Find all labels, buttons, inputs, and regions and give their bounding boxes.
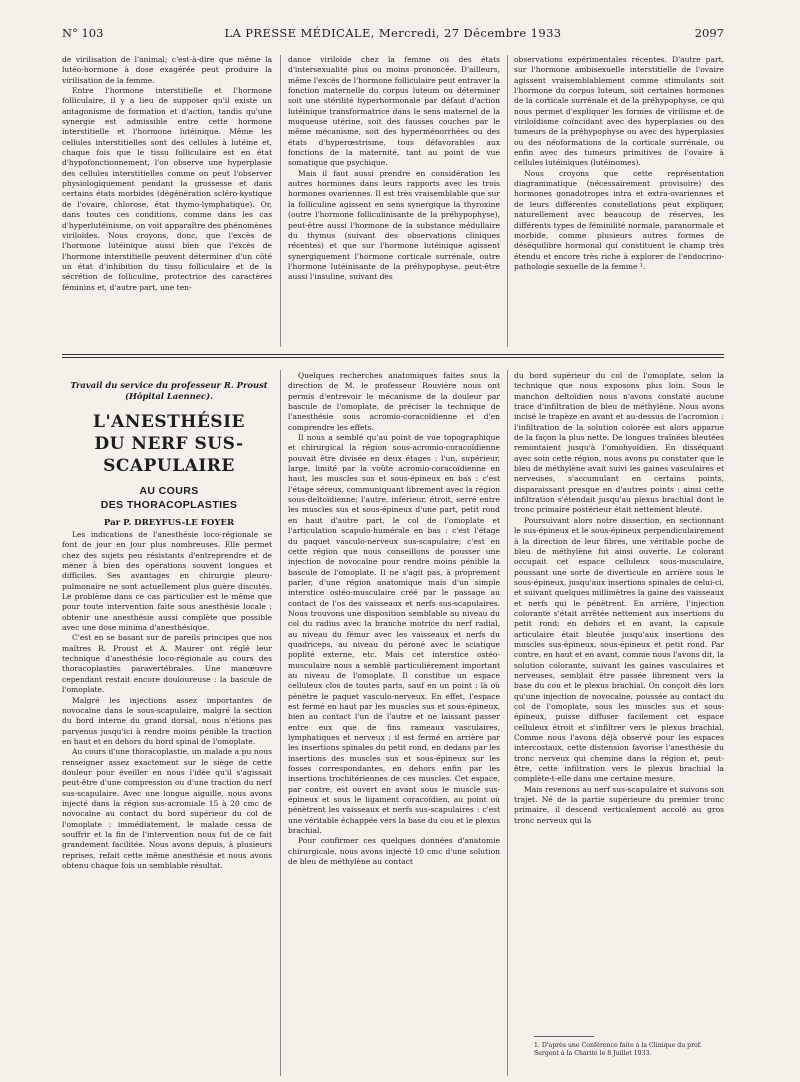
top-column-3 <box>514 55 724 351</box>
service-line: Travail du service du professeur R. Proust <box>70 380 268 390</box>
article-subtitle <box>64 484 274 512</box>
paragraph: du bord supérieur du col de l'omoplate, selon la technique que nous exposons plus loin. Sous le manchon deltoïdien nous n'avons constaté aucune trace d'infiltration de bleu de méthylène. Nous avons incisé le trapèze en avant et au-dessus de l'acromion : l'infiltration de la solution colorée est alors apparue de la façon la plus nette. De longues traînées bleutées remontaient jusqu'à l'omohyoïdien. En disséquant avec soin cette région, nous avons pu constater que le bleu de méthylène avait suivi les gaines vasculaires et nerveuses, s'accumulant en certains points, disparaissant presque en d'autres points : ainsi cette infiltration s'étendait jusqu'au plexus brachial dont le tronc primaire postérieur était nettement bleuté. <box>514 371 724 515</box>
top-column-2 <box>288 55 500 351</box>
paragraph: observations expérimentales récentes. D'autre part, sur l'hormone ambisexuelle interstitielle de l'ovaire agissent vraisemblablement comme stimulants soit l'hormone du corpus luteum, soit certaines hormones de la corticale surrénale et de la préhypophyse, ce qui nous permet d'expliquer les formes de virilisme et de viriloïdisme coïncidant avec des hyperplasies ou des tumeurs de la préhypophyse ou avec des hyperplasies ou des néoformations de la corticale surrénale, ou enfin avec des tumeurs primitives de l'ovaire à cellules lutéiniques (lutéinomes). <box>514 55 724 168</box>
section-rule <box>62 357 724 358</box>
article-title <box>64 411 274 477</box>
paragraph: C'est en se basant sur de pareils principes que nos maîtres R. Proust et A. Maurer ont réglé leur technique d'anesthésie loco-régionale au cours des thoracoplasties paravertébrales. Une manœuvre cependant restait encore douloureuse : la bascule de l'omoplate. <box>62 633 272 695</box>
column-divider <box>280 370 281 1076</box>
issue-number: N° 103 <box>62 26 104 40</box>
journal-title: LA PRESSE MÉDICALE, Mercredi, 27 Décembre 1933 <box>224 26 562 40</box>
paragraph: Entre l'hormone interstitielle et l'hormone folliculaire, il y a lieu de supposer qu'il existe un antagonisme de formation et d'action, tandis qu'une synergie est admissible entre cette hormone interstitielle et l'hormone lutéinique. Même les cellules interstitielles sont des cellules à lutéine et, chaque fois que le tissu folliculaire est en état d'hypofonctionnement, l'on observe une hyperplasie des cellules interstitielles comme on peut l'observer physiologiquement pendant la grossesse et dans certains états morbides (dégénération scléro-kystique de l'ovaire, chlorose, état thymo-lymphatique). Or, dans toutes ces conditions, comme dans les cas d'hyperlutéinisme, on voit apparaître des phénomènes viriloïdes. Nous croyons, donc, que l'excès de l'hormone lutéinique aussi bien que l'excès de l'hormone interstitielle peuvent déterminer d'un côté un état d'inhibition du tissu folliculaire et de la sécrétion de folliculine, protectrice des caractères féminins et, d'autre part, une ten- <box>62 86 272 292</box>
footnote: 1. D'après une Conférence faite à la Clinique du prof. Sergent à la Charité le 8 Juillet 1933. <box>534 1042 702 1058</box>
paragraph: Mais revenons au nerf sus-scapulaire et suivons son trajet. Né de la partie supérieure du premier tronc primaire, il descend verticalement accolé au gros tronc nerveux qui la <box>514 784 724 825</box>
page-number: 2097 <box>694 26 724 40</box>
paragraph: Les indications de l'anesthésie loco-régionale se font de jour en jour plus nombreuses. Elle permet chez des sujets peu résistants d'entreprendre et de mener à bien des opérations souvent longues et difficiles. Ses avantages en chirurgie pleuro-pulmonaire ne sont actuellement plus guère discutés. Le problème dans ce cas particulier est le même que pour toute intervention faite sous anesthésie locale : obtenir une anesthésie aussi complète que possible avec une dose minima d'anesthésique. <box>62 530 272 633</box>
title-line: DU NERF SUS-SCAPULAIRE <box>94 434 244 476</box>
paragraph: dance viriloïde chez la femme ou des états d'intersexualité plus ou moins prononcée. D'ailleurs, même l'excès de l'hormone folliculaire peut entraver la fonction maternelle du corpus luteum ou déterminer soit une stérilité hyperhormonale par défaut d'action lutéinique transformatrice dans le sens maternel de la muqueuse utérine, soit des fausses couches par le même mécanisme, soit des hyperménorrhées ou des états d'hyperœstrisme, tous défavorables aux fonctions de la maternité, tant au point de vue somatique que psychique. <box>288 55 500 168</box>
title-line: L'ANESTHÉSIE <box>93 412 245 432</box>
paragraph: Pour confirmer ces quelques données d'anatomie chirurgicale, nous avons injecté 10 cmc d'une solution de bleu de méthylène au contact <box>288 836 500 867</box>
footnote-rule <box>534 1036 594 1037</box>
subtitle-line: AU COURS <box>139 485 199 497</box>
paragraph: Quelques recherches anatomiques faites sous la direction de M. le professeur Rouvière nous ont permis d'entrevoir le mécanisme de la douleur par bascule de l'omoplate, de préciser la technique de l'anesthésie sous acromio-coracoïdienne et d'en comprendre les effets. <box>288 371 500 432</box>
paragraph: Malgré les injections assez importantes de novocaïne dans le sous-scapulaire, malgré la section du bord interne du grand dorsal, nous n'étions pas parvenus jusqu'ici à rendre moins pénible la traction en haut et en dehors du bord spinal de l'omoplate. <box>62 695 272 746</box>
hospital-line: (Hôpital Laennec). <box>124 390 214 401</box>
article-heading <box>64 380 274 528</box>
paragraph: Nous croyons que cette représentation diagrammatique (nécessairement provisoire) des hormones gonadotropes intra et extra-ovariennes et de leurs différentes constellations peut expliquer, naturellement avec beaucoup de réserves, les différents types de féminilité normale, paranormale et morbide, comme plusieurs autres formes de déséquilibre hormonal qui constituent le champ très étendu et encore très riche à explorer de l'endocrino-pathologie sexuelle de la femme ¹. <box>514 168 724 271</box>
column-divider <box>507 370 508 1076</box>
running-header <box>62 26 724 40</box>
paragraph: de virilisation de l'animal; c'est-à-dire que même la lutéo-hormone à dose exagérée peut produire la virilisation de la femme. <box>62 55 272 85</box>
paragraph: Mais il faut aussi prendre en considération les autres hormones dans leurs rapports avec les trois hormones ovariennes. Il est très vraisemblable que sur la folliculine agissent en sens synergique la thyroxine (outre l'hormone folliculinisante de la préhypophyse), peut-être aussi l'hormone de la substance médullaire du thymus (suivant des observations cliniques récentes) et que sur l'hormone lutéinique agissent synergiquement l'hormone corticale surrénale, outre l'hormone lutéinisante de la préhypophyse, peut-être aussi l'insuline, suivant des <box>288 168 500 282</box>
column-divider <box>280 55 281 347</box>
top-column-1 <box>62 55 272 351</box>
subtitle-line: DES THORACOPLASTIES <box>100 499 238 511</box>
paragraph: Poursuivant alors notre dissection, en sectionnant le sus-épineux et le sous-épineux perpendiculairement à la direction de leur fibres, une véritable poche de bleu de méthylène fut ainsi ouverte. Le colorant occupait cet espace celluleux sous-musculaire, poussant une sorte de diverticule en arrière sous le sous-épineux, jusqu'aux insertions spinales de celui-ci, et suivant quelques millimètres la gaine des vaisseaux et nerfs qui le pénètrent. En arrière, l'injection colorante s'était arrêtée nettement aux insertions du petit rond; en dehors et en avant, la capsule articulaire était bleutée jusqu'aux insertions des muscles sus-épineux, sous-épineux et petit rond. Par contre, en haut et en avant, comme nous l'avons dit, la solution colorante, suivant les gaines vasculaires et nerveuses, semblait être passée librement vers la base du cou et le plexus brachial. On conçoit dès lors qu'une injection de novocaïne, poussée au contact du col de l'omoplate, sous les muscles sus et sous-épineux, puisse diffuser facilement cet espace celluleux étroit et s'infiltrer vers le plexus brachial. Comme nous l'avons déjà observé pour les espaces intercostaux, cette distension favorise l'anesthésie du tronc nerveux qui chemine dans la région et, peut-être, cette infiltration vers le plexus brachial la complète-t-elle dans une certaine mesure. <box>514 515 724 784</box>
article-column-2 <box>288 371 500 1078</box>
column-divider <box>507 55 508 347</box>
paragraph: Au cours d'une thoracoplastie, un malade a pu nous renseigner assez exactement sur le siège de cette douleur pour éveiller en nous l'idée qu'il s'agissait peut-être d'une compression ou d'une traction du nerf sus-scapulaire. Avec une longue aiguille, nous avons injecté dans la région sus-acromiale 15 à 20 cmc de novocaïne au contact du bord supérieur du col de l'omoplate : immédiatement, le malade cessa de souffrir et la fin de l'intervention nous fut de ce fait grandement facilitée. Nous avons depuis, à plusieurs reprises, refait cette même anesthésie et nous avons obtenu chaque fois un semblable résultat. <box>62 747 272 870</box>
author-line: Par P. DREYFUS-LE FOYER <box>103 518 235 528</box>
article-column-1 <box>62 530 272 1078</box>
section-rule <box>62 354 724 355</box>
article-column-3 <box>514 371 724 1031</box>
paragraph: Il nous a semblé qu'au point de vue topographique et chirurgical la région sous-acromio-coracoïdienne pouvait être divisée en deux étages : l'un, supérieur, large, limité par la voûte acromio-coracoïdienne en haut, les muscles sus et sous-épineux en bas : c'est l'étage séreux, communiquant librement avec la région sous-deltoïdienne; l'autre, inférieur, étroit, serré entre les muscles sus et sous-épineux d'une part, petit rond en haut d'autre part, le col de l'omoplate et l'articulation scapulo-humérale en bas : c'est l'étage du paquet vasculo-nerveux sus-scapulaire; c'est en cette région que nous conseillons de pousser une injection de novocaïne pour rendre moins pénible la bascule de l'omoplate. Il ne s'agit pas, à proprement parler, d'une région anatomique mais d'un simple interstice ostéo-musculaire créé par le passage au contact de l'os des vaisseaux et nerfs sus-scapulaires. Nous trouvons une disposition semblable au niveau du col du radius avec la branche motrice du nerf radial, au niveau du fémur avec les vaisseaux et nerfs du quadriceps, au niveau du péroné avec le sciatique poplité externe, etc. Mais cet interstice ostéo-musculaire nous a semblé particulièrement important au niveau de l'omoplate. Il constitue un espace celluleux clos de toutes parts, sauf en un point : là où pénètre le paquet vasculo-nerveux. En effet, l'espace est fermé en haut par les muscles sus et sous-épineux, bien au contact l'un de l'autre et ne laissant passer entre eux que de fins rameaux vasculaires, lymphatiques et nerveux ; il est fermé en arrière par les insertions spinales du petit rond, en dedans par les insertions des muscles sus et sous-épineux sur les fosses correspondantes, en dehors enfin par les insertions trochitériennes de ces muscles. Cet espace, par contre, est ouvert en avant sous le muscle sus-épineux et sous le ligament coracoïdien, au point où pénètrent les vaisseaux et nerfs sus-scapulaires : c'est une véritable échappée vers la base du cou et le plexus brachial. <box>288 433 500 836</box>
